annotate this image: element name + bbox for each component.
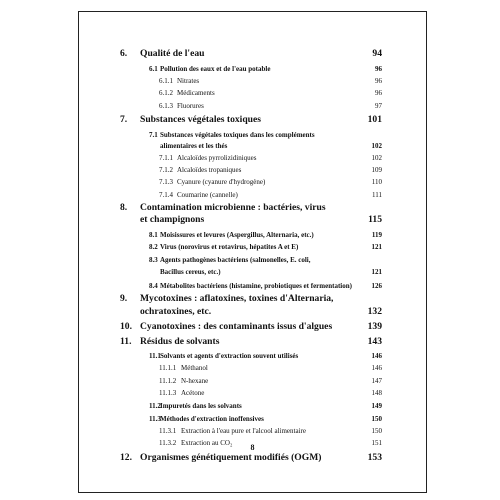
toc-entry[interactable] xyxy=(120,336,382,347)
toc-entry[interactable] xyxy=(159,427,382,435)
toc-entry-page: 121 xyxy=(371,243,382,251)
toc-entry-page: 102 xyxy=(371,154,382,162)
toc-entry[interactable] xyxy=(159,77,382,85)
toc-entry-page: 102 xyxy=(371,142,382,150)
toc-entry-page: 132 xyxy=(367,306,382,317)
toc-entry-title: Moisissures et levures (Aspergillus, Alternaria, etc.) xyxy=(160,231,314,239)
toc-entry-number: 8.2 xyxy=(149,243,158,251)
toc-entry-number: 11.1.2 xyxy=(159,377,177,385)
toc-entry[interactable] xyxy=(120,114,382,125)
toc-entry-page: 126 xyxy=(371,282,382,290)
toc-entry-number: 7. xyxy=(120,114,128,125)
toc-entry-title: Médicaments xyxy=(177,89,215,97)
toc-entry-number: 8.1 xyxy=(149,231,158,239)
toc-entry-page: 150 xyxy=(371,415,382,423)
toc-entry-title: Agents pathogènes bactériens (salmonelles, E. coli, xyxy=(160,256,311,264)
toc-entry-title-continuation: alimentaires et les thés xyxy=(160,142,228,150)
toc-entry[interactable] xyxy=(149,402,382,410)
toc-entry-number: 11. xyxy=(120,336,132,347)
toc-entry-title: Alcaloïdes pyrrolizidiniques xyxy=(177,154,257,162)
toc-entry-number: 11.3 xyxy=(149,415,161,423)
table-of-contents xyxy=(79,12,426,492)
toc-entry[interactable] xyxy=(149,352,382,360)
toc-entry-number: 7.1 xyxy=(149,131,158,139)
toc-entry-title: Mycotoxines : aflatoxines, toxines d'Alternaria, xyxy=(140,293,334,304)
toc-entry-title: Impuretés dans les solvants xyxy=(160,402,242,410)
toc-entry-number: 6. xyxy=(120,48,128,59)
toc-entry-page: 150 xyxy=(371,427,382,435)
toc-entry-page: 94 xyxy=(372,48,382,59)
toc-entry-page: 151 xyxy=(371,439,382,447)
toc-entry-page: 146 xyxy=(371,352,382,360)
toc-entry-page: 119 xyxy=(371,231,382,239)
toc-entry[interactable] xyxy=(120,452,382,463)
toc-entry-title: Fluorures xyxy=(177,102,204,110)
toc-entry-number: 6.1 xyxy=(149,65,158,73)
toc-entry[interactable] xyxy=(120,48,382,59)
toc-entry-title: Solvants et agents d'extraction souvent utilisés xyxy=(160,352,299,360)
toc-entry-title-continuation: Bacillus cereus, etc.) xyxy=(160,268,221,276)
toc-entry-number: 9. xyxy=(120,293,128,304)
toc-entry-number: 8.4 xyxy=(149,282,158,290)
toc-entry[interactable] xyxy=(149,131,382,139)
toc-entry-title: Contamination microbienne : bactéries, virus xyxy=(140,202,326,213)
toc-entry[interactable] xyxy=(159,154,382,162)
toc-entry-number: 11.3.2 xyxy=(159,439,177,447)
toc-entry-title: Cyanure (cyanure d'hydrogène) xyxy=(177,178,266,186)
toc-entry-title: Organismes génétiquement modifiés (OGM) xyxy=(140,452,322,463)
toc-entry-page: 110 xyxy=(371,178,382,186)
page-number: 8 xyxy=(250,443,255,452)
toc-entry-title: Acétone xyxy=(181,389,205,397)
toc-entry[interactable] xyxy=(149,282,382,290)
toc-entry[interactable] xyxy=(120,321,382,332)
toc-entry[interactable] xyxy=(149,65,382,73)
toc-entry[interactable] xyxy=(149,415,382,423)
toc-entry-number: 12. xyxy=(120,452,132,463)
toc-entry-page: 149 xyxy=(371,402,382,410)
toc-entry-number: 6.1.1 xyxy=(159,77,173,85)
toc-entry[interactable] xyxy=(159,364,382,372)
toc-entry-title: Substances végétales toxiques dans les compléments xyxy=(160,131,315,139)
toc-entry-title: Cyanotoxines : des contaminants issus d'algues xyxy=(140,321,333,332)
toc-entry-number: 11.1 xyxy=(149,352,161,360)
toc-entry[interactable] xyxy=(159,178,382,186)
toc-entry[interactable] xyxy=(149,231,382,239)
toc-entry-page: 139 xyxy=(367,321,382,332)
toc-entry-page: 96 xyxy=(375,65,382,73)
toc-entry-page: 97 xyxy=(375,102,382,110)
toc-entry-number: 6.1.2 xyxy=(159,89,173,97)
toc-entry[interactable] xyxy=(149,256,382,264)
toc-entry-title: Nitrates xyxy=(177,77,200,85)
toc-entry-title: Extraction au CO₂ xyxy=(181,439,233,447)
toc-entry-page: 96 xyxy=(375,89,382,97)
toc-entry-number: 7.1.1 xyxy=(159,154,173,162)
toc-entry-title-continuation: ochratoxines, etc. xyxy=(140,306,212,317)
toc-entry-number: 10. xyxy=(120,321,132,332)
toc-entry-page: 96 xyxy=(375,77,382,85)
toc-entry[interactable] xyxy=(159,89,382,97)
toc-entry-page: 111 xyxy=(372,191,382,199)
toc-entry-number: 7.1.2 xyxy=(159,166,173,174)
toc-entry[interactable] xyxy=(159,389,382,397)
toc-entry[interactable] xyxy=(120,293,382,304)
toc-entry-title: Coumarine (cannelle) xyxy=(177,191,238,199)
toc-entry-title: Alcaloïdes tropaniques xyxy=(177,166,242,174)
toc-entry-title: Métabolites bactériens (histamine, probiotiques et fermentation) xyxy=(160,282,352,290)
toc-entry-page: 146 xyxy=(371,364,382,372)
toc-entry[interactable] xyxy=(159,102,382,110)
toc-entry-title: N-hexane xyxy=(181,377,209,385)
toc-entry-page: 147 xyxy=(371,377,382,385)
toc-entry-number: 11.2 xyxy=(149,402,161,410)
toc-entry[interactable] xyxy=(159,166,382,174)
toc-entry[interactable] xyxy=(159,377,382,385)
toc-entry-page: 101 xyxy=(367,114,382,125)
toc-entry-title: Extraction à l'eau pure et l'alcool alimentaire xyxy=(181,427,306,435)
toc-entry-title-continuation: et champignons xyxy=(140,214,205,225)
toc-entry-page: 143 xyxy=(367,336,382,347)
toc-entry-page: 121 xyxy=(371,268,382,276)
toc-entry-number: 8. xyxy=(120,202,128,213)
toc-entry-number: 7.1.4 xyxy=(159,191,173,199)
toc-entry-number: 8.3 xyxy=(149,256,158,264)
toc-entry-page-row xyxy=(149,268,382,276)
toc-entry-number: 6.1.3 xyxy=(159,102,173,110)
toc-entry-title: Méthanol xyxy=(181,364,208,372)
toc-entry[interactable] xyxy=(159,191,382,199)
toc-entry-page-row xyxy=(149,142,382,150)
toc-entry-number: 7.1.3 xyxy=(159,178,173,186)
toc-entry-title: Méthodes d'extraction inoffensives xyxy=(160,415,264,423)
toc-entry-title: Qualité de l'eau xyxy=(140,48,205,59)
toc-entry-page-row xyxy=(120,306,382,317)
toc-entry-title: Virus (norovirus et rotavirus, hépatites A et E) xyxy=(160,243,299,251)
toc-entry[interactable] xyxy=(120,202,382,213)
toc-entry-title: Substances végétales toxiques xyxy=(140,114,261,125)
toc-entry-number: 11.1.1 xyxy=(159,364,177,372)
toc-entry-page: 115 xyxy=(368,214,382,225)
toc-entry-page: 148 xyxy=(371,389,382,397)
toc-entry-number: 11.1.3 xyxy=(159,389,177,397)
toc-entry-page-row xyxy=(120,214,382,225)
toc-entry-title: Pollution des eaux et de l'eau potable xyxy=(160,65,271,73)
toc-entry-number: 11.3.1 xyxy=(159,427,177,435)
document-page xyxy=(78,11,427,493)
toc-entry-page: 153 xyxy=(367,452,382,463)
toc-entry[interactable] xyxy=(149,243,382,251)
toc-entry-page: 109 xyxy=(371,166,382,174)
toc-entry-title: Résidus de solvants xyxy=(140,336,220,347)
